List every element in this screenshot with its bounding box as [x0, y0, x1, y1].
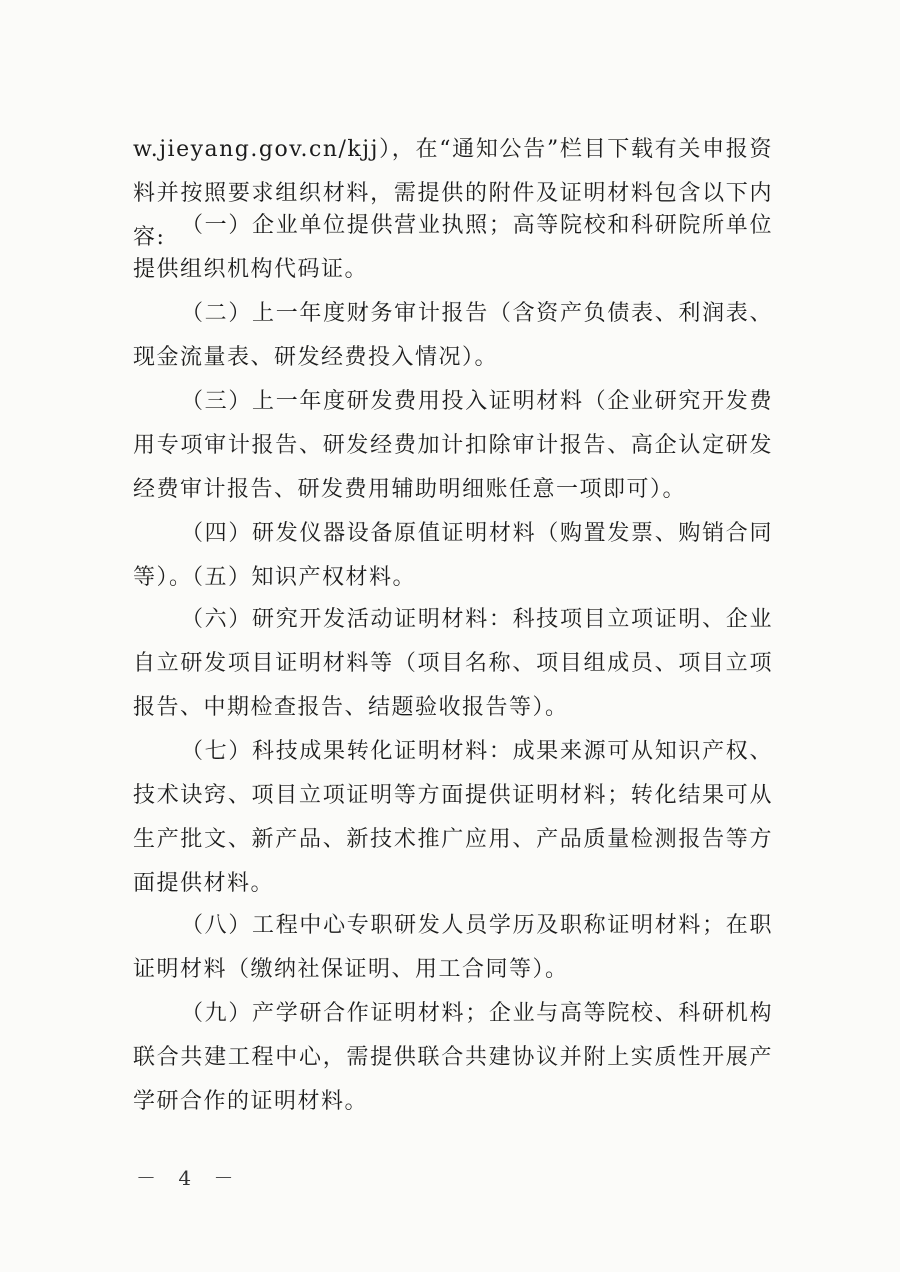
- paragraph-item-4: （四）研发仪器设备原值证明材料（购置发票、购销合同等）。: [133, 521, 773, 590]
- paragraph-intro: w.jieyang.gov.cn/kjj），在“通知公告”栏目下载有关申报资料并按照要求组织材料，需提供的附件及证明材料包含以下内容:: [133, 137, 773, 250]
- paragraph-item-9: （九）产学研合作证明材料；企业与高等院校、科研机构联合共建工程中心，需提供联合共建协议并附上实质性开展产学研合作的证明材料。: [133, 1001, 773, 1114]
- paragraph-item-3: （三）上一年度研发费用投入证明材料（企业研究开发费用专项审计报告、研发经费加计扣除审计报告、高企认定研发经费审计报告、研发费用辅助明细账任意一项即可）。: [133, 389, 773, 502]
- paragraph-item-1: （一）企业单位提供营业执照；高等院校和科研院所单位提供组织机构代码证。: [133, 213, 773, 282]
- paragraph-item-5: （五）知识产权材料。: [181, 565, 417, 590]
- paragraph-item-8: （八）工程中心专职研发人员学历及职称证明材料；在职证明材料（缴纳社保证明、用工合同等）。: [133, 913, 773, 982]
- page-number: － 4 －: [136, 1166, 242, 1190]
- paragraph-item-7: （七）科技成果转化证明材料：成果来源可从知识产权、技术诀窍、项目立项证明等方面提供证明材料；转化结果可从生产批文、新产品、新技术推广应用、产品质量检测报告等方面提供材料。: [133, 739, 773, 896]
- paragraph-item-2: （二）上一年度财务审计报告（含资产负债表、利润表、现金流量表、研发经费投入情况）。: [133, 301, 773, 370]
- paragraph-item-6: （六）研究开发活动证明材料：科技项目立项证明、企业自立研发项目证明材料等（项目名称、项目组成员、项目立项报告、中期检查报告、结题验收报告等）。: [133, 607, 773, 720]
